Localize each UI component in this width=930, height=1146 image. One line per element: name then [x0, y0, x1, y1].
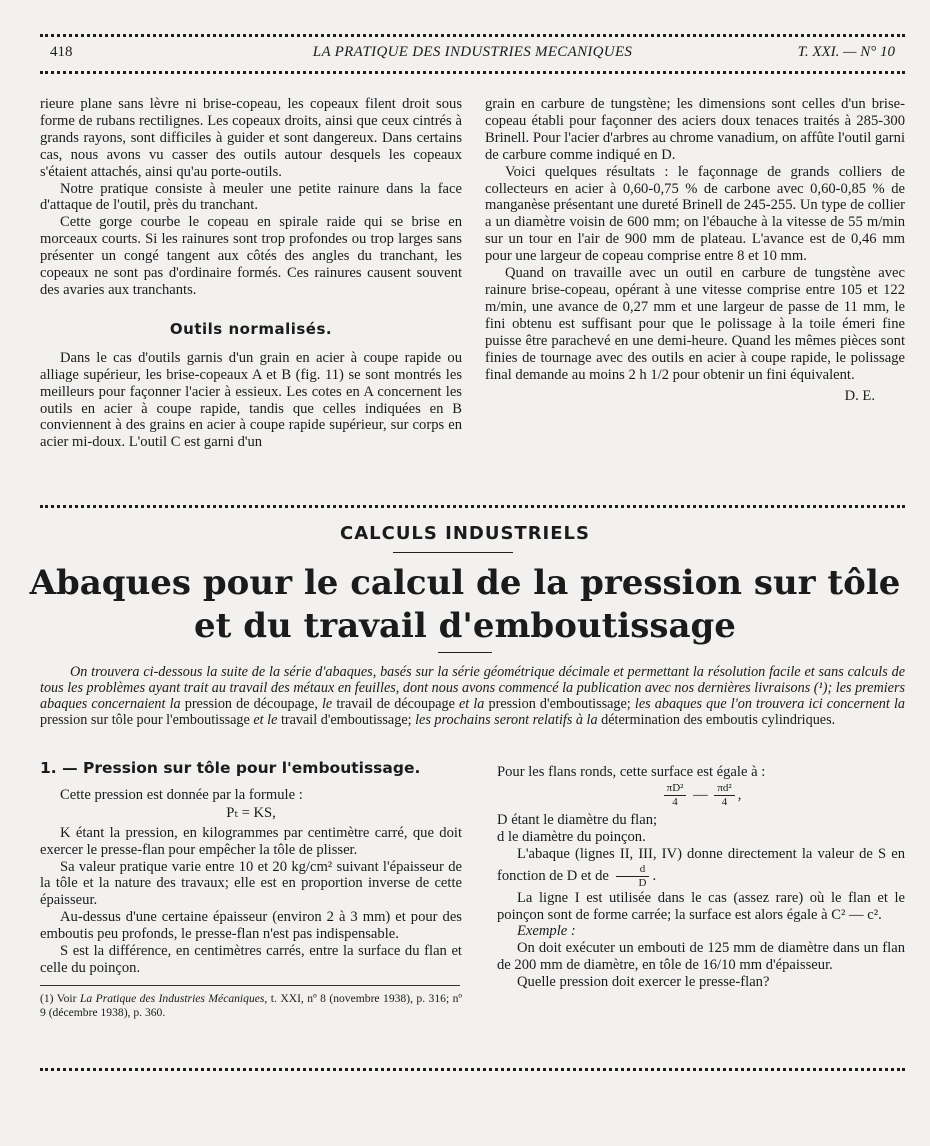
fraction: $\frac{\text{πd²}}{4}$	[714, 782, 734, 809]
section-label: CALCULS INDUSTRIELS	[340, 523, 590, 544]
paragraph: Dans le cas d'outils garnis d'un grain en acier à coupe rapide ou alliage supérieur, les brise-copeaux A et B (fig. 11) se sont montrés les meilleurs pour façonner l'acier à essieux. Les cotes en A concernent les outils en acier à coupe rapide, tandis que celles indiquées en B conviennent à des grains en acier à coupe rapide supérieur, sur corps en acier mi-doux. L'outil C est garni d'un	[40, 349, 462, 451]
paragraph: grain en carbure de tungstène; les dimensions sont celles d'un brise-copeau établi pour façonner des aciers doux tenaces traités à 285-300 Brinell. Pour l'acier d'arbres au chrome vanadium, on affûte l'outil garni de carbure comme indiqué en D.	[485, 96, 905, 163]
page-bottom-rule	[40, 1068, 905, 1071]
paragraph: rieure plane sans lèvre ni brise-copeau, les copeaux filent droit sous forme de rubans rectilignes. Les copeaux droits, ainsi que ceux cintrés à grands rayons, sont difficiles à guider et sont dangereux. Dans certains cas, nous avons vu casser des outils autour desquels les copeaux s'étaient attachés, ainsi qu'au porte-outils.	[40, 96, 462, 180]
paragraph: Cette pression est donnée par la formule :	[60, 786, 303, 803]
article-title-line-1: Abaques pour le calcul de la pression sur tôle	[29, 563, 901, 603]
section1-right-column	[497, 764, 905, 991]
subheading: Outils normalisés.	[169, 319, 333, 338]
section-label-underline	[393, 552, 513, 553]
paragraph: D étant le diamètre du flan;	[497, 811, 658, 828]
page-number: 418	[50, 44, 73, 60]
section1-left-column	[40, 760, 462, 1020]
journal-title: LA PRATIQUE DES INDUSTRIES MECANIQUES	[312, 44, 633, 60]
article-intro	[40, 664, 905, 728]
formula: Pₜ = KS,	[226, 804, 276, 821]
paragraph: Pour les flans ronds, cette surface est égale à :	[497, 764, 766, 780]
top-article-left-column	[40, 96, 462, 451]
fraction: $\frac{d}{D}$	[616, 863, 650, 890]
fraction: $\frac{\text{πD²}}{4}$	[664, 782, 687, 809]
running-header	[50, 40, 895, 64]
paragraph: S est la différence, en centimètres carrés, entre la surface du flan et celle du poinçon.	[40, 943, 462, 976]
paragraph: Cette gorge courbe le copeau en spirale raide qui se brise en morceaux courts. Si les rainures sont trop profondes ou trop larges sans présenter un congé tangent aux côtés des angles du tranchant, les copeaux ne sont pas d'ordinaire formés. Ces rainures causent souvent des avaries aux tranchants.	[40, 214, 462, 298]
intro-paragraph: On trouvera ci-dessous la suite de la série d'abaques, basés sur la série géométrique décimale et permettant la résolution facile et sans calculs de tous les problèmes ayant trait au travail des métaux en feuilles, dont nous avons commencé la publication avec nos dernières livraisons (¹); les premiers abaques concernaient la pression de découpage, le travail de découpage et la pression d'emboutissage; les abaques que l'on trouvera ici concernent la pression sur tôle pour l'emboutissage et le travail d'emboutissage; les prochains seront relatifs à la détermination des emboutis cylindriques.	[40, 664, 905, 728]
header-top-rule	[40, 34, 905, 37]
paragraph: L'abaque (lignes II, III, IV) donne directement la valeur de S en fonction de D et de $\frac{d}{D}$ .	[497, 845, 905, 889]
paragraph: Voici quelques résultats : le façonnage de grands colliers de collecteurs en acier à 0,60-0,75 % de carbone avec 0,60-0,85 % de manganèse présentant une dureté Brinell de 245-255. Un type de collier a un diamètre voisin de 600 mm; on l'ébauche à la vitesse de 55 m/min sur un tour en l'air de 900 mm de plateau. L'avance est de 0,46 mm pour une largeur de copeau comprise entre 8 et 10 mm.	[485, 163, 905, 265]
article-title	[0, 562, 930, 648]
paragraph: d le diamètre du poinçon.	[497, 828, 646, 845]
paragraph: On doit exécuter un embouti de 125 mm de diamètre dans un flan de 200 mm de diamètre, en tôle de 16/10 mm d'épaisseur.	[497, 940, 905, 974]
footnote: (1) Voir La Pratique des Industries Mécaniques, t. XXI, nº 8 (novembre 1938), p. 316; nº 9 (décembre 1938), p. 360.	[40, 991, 462, 1019]
volume-issue: T. XXI. — N° 10	[797, 44, 895, 60]
paragraph: K étant la pression, en kilogrammes par centimètre carré, que doit exercer le presse-flan pour empêcher la tôle de plisser.	[40, 824, 462, 858]
title-underline	[438, 652, 492, 653]
paragraph: La ligne I est utilisée dans le cas (assez rare) où le flan et le poinçon sont de forme carrée; la surface est alors égale à C² — c².	[497, 889, 905, 923]
paragraph: Quand on travaille avec un outil en carbure de tungstène avec rainure brise-copeau, opérant à une vitesse comprise entre 105 et 122 m/min, une avance de 0,27 mm et une largeur de passe de 11 mm, le fini obtenu est suffisant pour que le polissage à la toile émeri fine puisse être parachevé en une demi-heure. Quand les mêmes pièces sont finies de tournage avec des outils en acier à coupe rapide, le polissage final demande au moins 2 h 1/2 pour obtenir un fini équivalent.	[485, 265, 905, 383]
paragraph: Quelle pression doit exercer le presse-flan?	[517, 974, 770, 991]
paragraph: Sa valeur pratique varie entre 10 et 20 kg/cm² suivant l'épaisseur de la tôle et la nature des travaux; elle est en proportion inverse de cette épaisseur.	[40, 858, 462, 909]
footnote-rule	[40, 985, 460, 986]
author-signature: D. E.	[844, 388, 875, 405]
section-heading: 1. — Pression sur tôle pour l'emboutissage.	[40, 759, 421, 777]
top-article-right-column	[485, 96, 905, 405]
example-label: Exemple :	[517, 923, 576, 940]
paragraph: Au-dessus d'une certaine épaisseur (environ 2 à 3 mm) et pour des emboutis peu profonds, le presse-flan n'est pas indispensable.	[40, 909, 462, 943]
article-title-line-2: et du travail d'emboutissage	[194, 606, 736, 646]
surface-formula: $\frac{\text{πD²}}{4}$ — $\frac{\text{πd²}}{4}$ ,	[497, 782, 905, 809]
section-divider-rule	[40, 505, 905, 508]
header-bottom-rule	[40, 71, 905, 74]
paragraph: Notre pratique consiste à meuler une petite rainure dans la face d'attaque de l'outil, près du tranchant.	[40, 180, 462, 214]
